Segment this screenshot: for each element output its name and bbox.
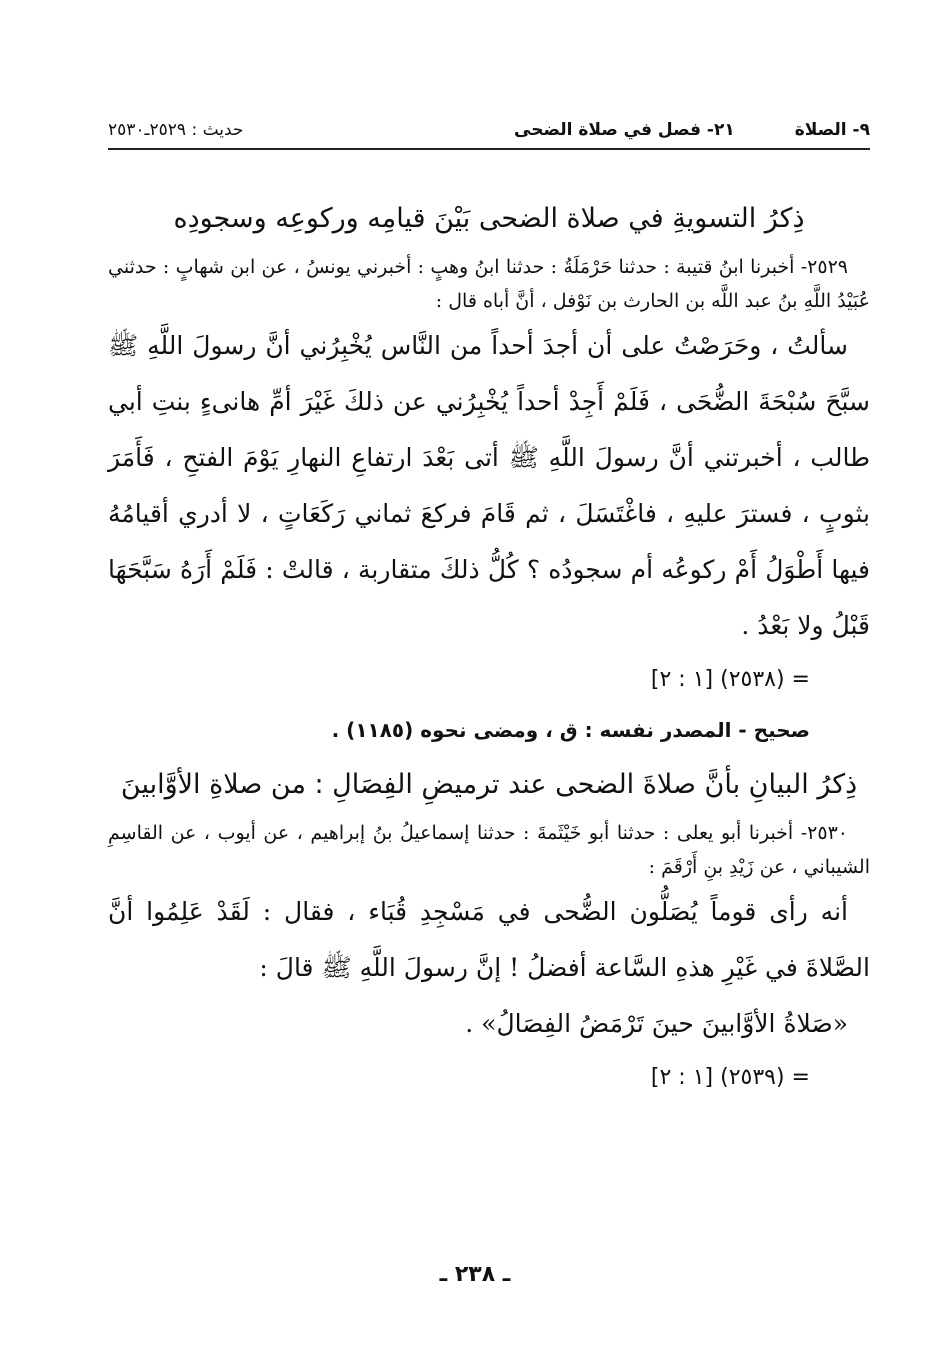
hadith-2529-grade: صحيح - المصدر نفسه : ق ، ومضى نحوه (١١٨٥) .	[331, 718, 810, 742]
page-body	[108, 188, 870, 1104]
hadith-2529-matn: سألتُ ، وحَرَصْتُ على أن أجدَ أحداً من النَّاس يُخْبِرُني أنَّ رسولَ اللَّهِ ﷺ سبَّحَ سُبْحَةَ الضُّحَى ، فَلَمْ أَجِدْ أحداً يُخْبِرُني عن ذلكَ غَيْرَ أمِّ هانىءٍ بنتِ أبي طالب ، أخبرتني أنَّ رسولَ اللَّهِ ﷺ أتى بَعْدَ ارتفاعِ النهارِ يَوْمَ الفتحِ ، فَأَمَرَ بثوبٍ ، فسترَ عليهِ ، فاغْتَسَلَ ، ثم قَامَ فركعَ ثماني رَكَعَاتٍ ، لا أدري أقيامُهُ فيها أَطْوَلُ أَمْ ركوعُه أم سجودُه ؟ كُلُّ ذلكَ متقاربة ، قالتْ : فَلَمْ أَرَهُ سَبَّحَهَا قَبْلُ ولا بَعْدُ .	[108, 331, 870, 640]
running-header	[108, 112, 870, 150]
header-hadith-range: حديث : ٢٥٢٩ـ٢٥٣٠	[108, 120, 244, 140]
hadith-2530-title: ذِكرُ البيانِ بأنَّ صلاةَ الضحى عند ترميضِ الفِصَالِ : من صلاةِ الأوَّابينَ	[120, 769, 858, 800]
page-number: ـ ٢٣٨ ـ	[439, 1262, 511, 1287]
header-section: ٩- الصلاة	[794, 120, 870, 140]
hadith-2529-reference: = (٢٥٣٨) [١ : ٢]	[650, 667, 810, 692]
header-chapter: ٢١- فصل في صلاة الضحى	[514, 120, 735, 140]
hadith-2530-quote: «صَلاةُ الأوَّابينَ حينَ تَرْمَضُ الفِصَالُ» .	[465, 1009, 848, 1038]
hadith-2529-title: ذِكرُ التسويةِ في صلاة الضحى بَيْنَ قيامِه وركوعِه وسجودِه	[173, 203, 805, 234]
hadith-2530-isnad: ٢٥٣٠- أخبرنا أبو يعلى : حدثنا أبو خَيْثَمةَ : حدثنا إسماعيلُ بنُ إبراهيم ، عن أيوب ، عن القاسِمِ الشيباني ، عن زَيْدِ بنِ أَرْقَمَ :	[108, 822, 870, 878]
hadith-2530-reference: = (٢٥٣٩) [١ : ٢]	[650, 1065, 810, 1090]
hadith-2530-matn: أنه رأى قوماً يُصَلُّون الضُّحى في مَسْجِدِ قُبَاء ، فقال : لَقَدْ عَلِمُوا أنَّ الصَّلاةَ في غَيْرِ هذهِ السَّاعة أفضلُ ! إنَّ رسولَ اللَّهِ ﷺ قالَ :	[108, 897, 870, 982]
hadith-2529-isnad: ٢٥٢٩- أخبرنا ابنُ قتيبة : حدثنا حَرْمَلَةُ : حدثنا ابنُ وهبٍ : أخبرني يونسُ ، عن ابن شهابٍ : حدثني عُبَيْدُ اللَّهِ بنُ عبد اللَّه بن الحارث بن نَوْفل ، أنَّ أباه قال :	[108, 256, 870, 312]
